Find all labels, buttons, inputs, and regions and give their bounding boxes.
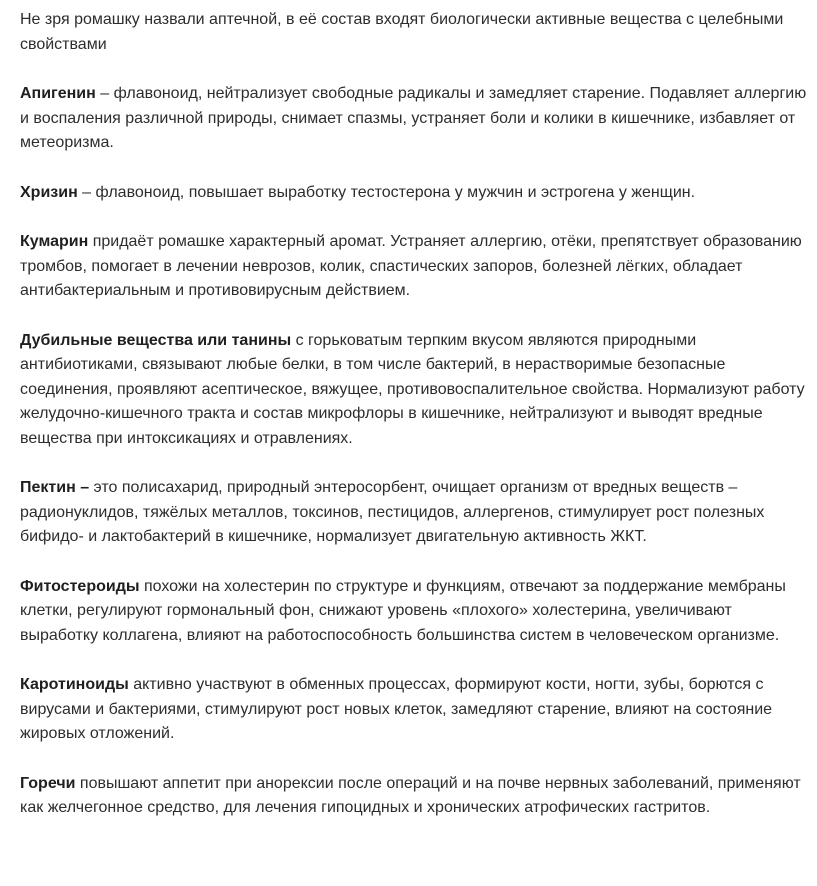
description-carotenoids: активно участвуют в обменных процессах, формируют кости, ногти, зубы, борются с вирусами и бактериями, стимулируют рост новых клеток, замедляют старение, влияют на состояние жировых отложений.	[20, 676, 773, 742]
description-coumarin: придаёт ромашке характерный аромат. Устраняет аллергию, отёки, препятствует образованию тромбов, помогает в лечении неврозов, колик, спастических запоров, болезней лёгких, обладает антибактериальным и противовирусным действием.	[20, 233, 802, 299]
term-coumarin: Кумарин	[20, 233, 89, 250]
term-carotenoids: Каротиноиды	[20, 676, 129, 693]
description-bitters: повышают аппетит при анорексии после операций и на почве нервных заболеваний, применяют как желчегонное средство, для лечения гипоцидных и хронических атрофических гастритов.	[20, 774, 801, 816]
paragraph-chrysin	[20, 181, 807, 206]
description-apigenin: – флавоноид, нейтрализует свободные радикалы и замедляет старение. Подавляет аллергию и воспаления различной природы, снимает спазмы, устраняет боли и колики в кишечнике, избавляет от метеоризма.	[20, 85, 807, 151]
term-bitters: Горечи	[20, 774, 76, 792]
intro-paragraph: Не зря ромашку назвали аптечной, в её состав входят биологически активные вещества с целебными свойствами	[20, 11, 784, 53]
term-chrysin: Хризин	[20, 183, 78, 201]
term-apigenin: Апигенин	[20, 85, 96, 102]
description-phytosteroids: похожи на холестерин по структуре и функциям, отвечают за поддержание мембраны клетки, регулируют гормональный фон, снижают уровень «плохого» холестерина, увеличивают выработку коллагена, влияют на работоспособность большинства систем в человеческом организме.	[20, 577, 786, 644]
term-phytosteroids: Фитостероиды	[20, 577, 140, 595]
term-tannins: Дубильные вещества или танины	[20, 331, 292, 349]
paragraph-bitters	[20, 772, 807, 821]
paragraph-tannins	[20, 329, 807, 452]
paragraph-carotenoids	[20, 673, 807, 747]
description-pectin: это полисахарид, природный энтеросорбент, очищает организм от вредных веществ – радионуклидов, тяжёлых металлов, токсинов, пестицидов, аллергенов, стимулирует рост полезных бифидо- и лактобактерий в кишечнике, нормализует двигательную активность ЖКТ.	[20, 479, 765, 545]
term-pectin: Пектин –	[20, 479, 90, 496]
paragraph-apigenin	[20, 82, 807, 156]
description-tannins: с горьковатым терпким вкусом являются природными антибиотиками, связывают любые белки, в том числе бактерий, в нерастворимые безопасные соединения, проявляют асептическое, вяжущее, противовоспалительное свойства. Нормализуют работу желудочно-кишечного тракта и состав микрофлоры в кишечнике, нейтрализуют и выводят вредные вещества при интоксикациях и отравлениях.	[20, 331, 805, 447]
description-chrysin: – флавоноид, повышает выработку тестостерона у мужчин и эстрогена у женщин.	[77, 183, 696, 201]
paragraph-coumarin	[20, 230, 807, 304]
paragraph-phytosteroids	[20, 575, 807, 649]
paragraph-pectin	[20, 476, 807, 550]
